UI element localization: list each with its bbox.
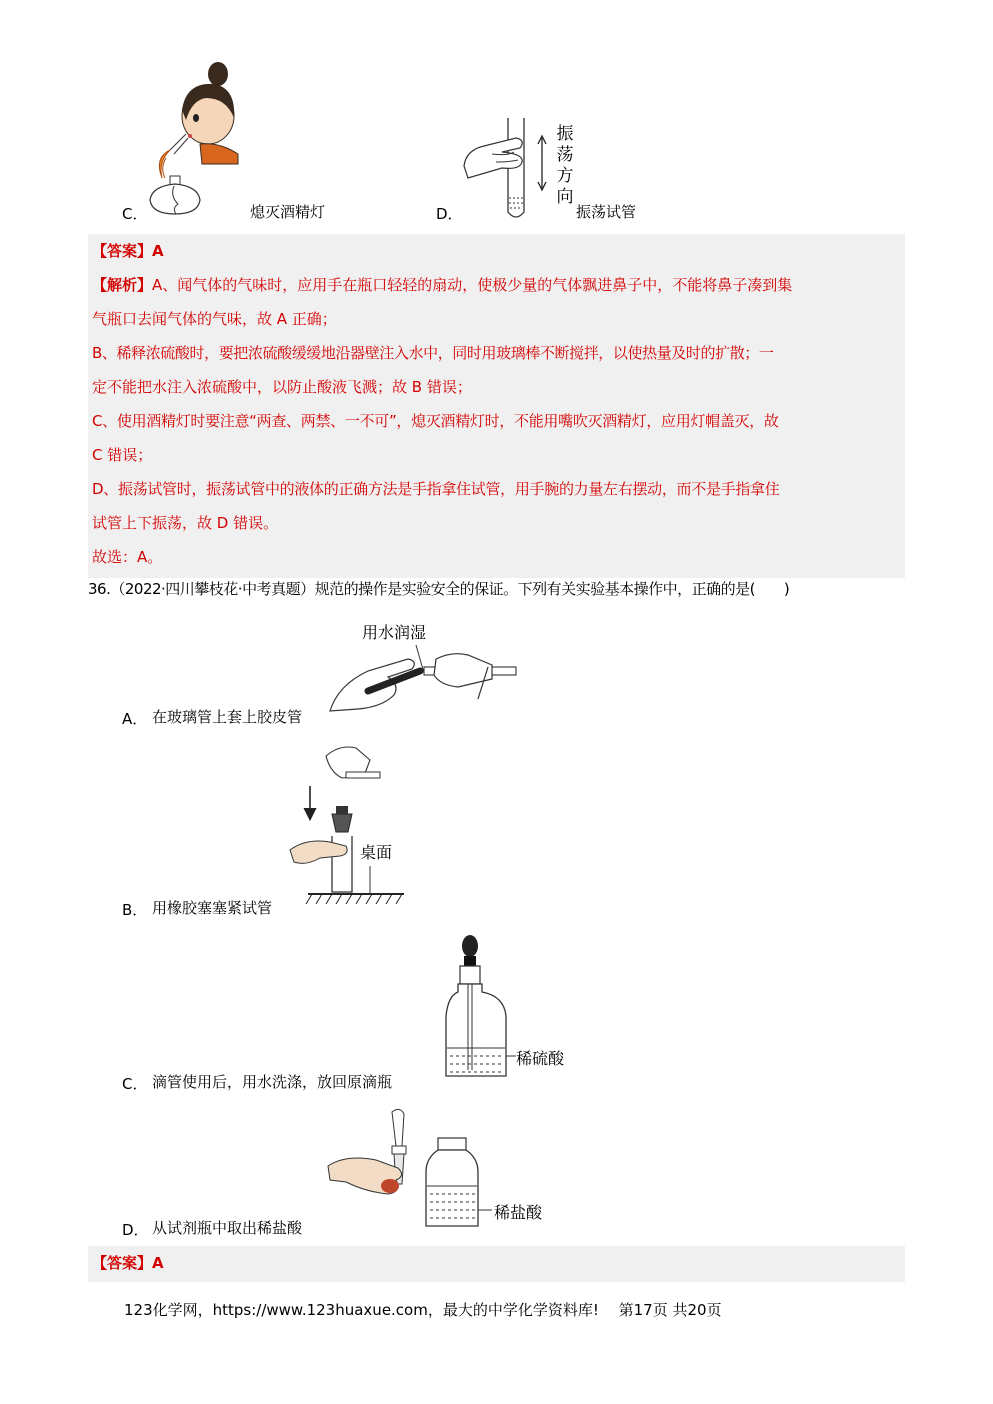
option-b-caption: 用橡胶塞塞紧试管 bbox=[152, 899, 273, 917]
option-b-letter: B． bbox=[122, 901, 148, 919]
option-b-figure-label: 桌面 bbox=[360, 843, 393, 862]
option-c-caption: 滴管使用后，用水洗涤，放回原滴瓶 bbox=[152, 1073, 393, 1091]
girl-blowing-lamp-illustration bbox=[140, 58, 240, 218]
answer-value: A bbox=[152, 1254, 164, 1272]
option-d-letter: D． bbox=[122, 1221, 149, 1239]
option-d-caption: 从试剂瓶中取出稀盐酸 bbox=[152, 1219, 303, 1237]
analysis-line: C、使用酒精灯时要注意“两查、两禁、一不可”，熄灭酒精灯时，不能用嘴吹灭酒精灯，应用灯帽盖灭，故 bbox=[92, 412, 779, 430]
answer-tag: 【答案】 bbox=[92, 1254, 153, 1272]
answer-analysis-block bbox=[88, 234, 905, 578]
question-36-text: 36.（2022·四川攀枝花·中考真题）规范的操作是实验安全的保证。下列有关实验基本操作中，正确的是( ) bbox=[88, 580, 790, 598]
analysis-line: 定不能把水注入浓硫酸中，以防止酸液飞溅；故 B 错误； bbox=[92, 378, 472, 396]
analysis-line: 试管上下振荡，故 D 错误。 bbox=[92, 514, 279, 532]
dropper-bottle-illustration bbox=[440, 932, 516, 1082]
analysis-line: B、稀释浓硫酸时，要把浓硫酸缓缓地沿器壁注入水中，同时用玻璃棒不断搅拌，以使热量及时的扩散；一 bbox=[92, 344, 774, 362]
analysis-line: C 错误； bbox=[92, 446, 153, 464]
page-footer: 123化学网，https://www.123huaxue.com，最大的中学化学资料库! 第17页 共20页 bbox=[124, 1301, 722, 1319]
answer-tag: 【答案】 bbox=[92, 242, 153, 260]
prev-option-c-caption: 熄灭酒精灯 bbox=[250, 203, 326, 221]
analysis-tag: 【解析】 bbox=[92, 276, 153, 294]
option-a-letter: A． bbox=[122, 710, 148, 728]
answer-line bbox=[88, 1246, 905, 1280]
analysis-line bbox=[88, 268, 905, 302]
option-a-figure-label: 用水润湿 bbox=[362, 623, 427, 642]
shake-direction-label: 振荡方向 bbox=[556, 124, 574, 207]
option-a-caption: 在玻璃管上套上胶皮管 bbox=[152, 708, 303, 726]
answer-line bbox=[88, 234, 905, 268]
answer-block-36 bbox=[88, 1246, 905, 1282]
option-c-figure-label: 稀硫酸 bbox=[516, 1049, 565, 1068]
dropper-hydrochloric-acid-illustration bbox=[326, 1106, 496, 1230]
option-d-figure-label: 稀盐酸 bbox=[494, 1203, 543, 1222]
rubber-stopper-test-tube-illustration bbox=[286, 742, 406, 908]
glass-tube-rubber-tube-illustration bbox=[328, 645, 518, 717]
option-c-letter: C． bbox=[122, 1075, 148, 1093]
prev-option-d-caption: 振荡试管 bbox=[576, 203, 637, 221]
answer-value: A bbox=[152, 242, 164, 260]
analysis-line: 气瓶口去闻气体的气味，故 A 正确； bbox=[92, 310, 337, 328]
analysis-text: A、闻气体的气味时，应用手在瓶口轻轻的扇动，使极少量的气体飘进鼻子中，不能将鼻子凑到集 bbox=[152, 276, 793, 294]
analysis-line: D、振荡试管时，振荡试管中的液体的正确方法是手指拿住试管，用手腕的力量左右摆动，而不是手指拿住 bbox=[92, 480, 780, 498]
final-choice-line: 故选：A。 bbox=[92, 548, 163, 566]
prev-option-c-letter: C． bbox=[122, 205, 148, 223]
shake-test-tube-illustration bbox=[462, 116, 552, 222]
prev-option-d-letter: D． bbox=[436, 205, 463, 223]
